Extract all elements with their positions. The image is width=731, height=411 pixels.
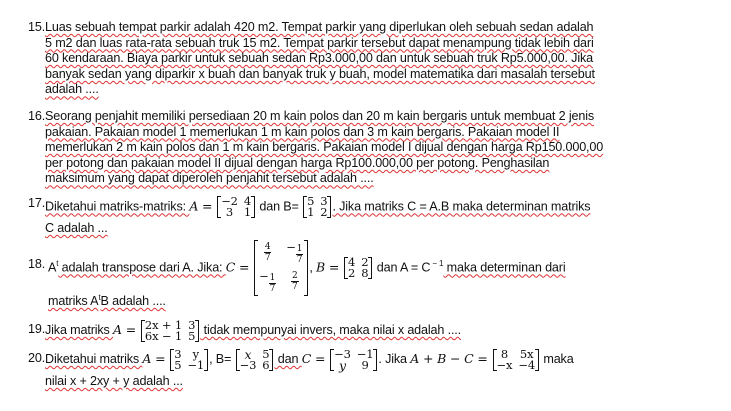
question-text-line: banyak sedan yang diparkir x buah dan banyak truk y buah, model matematika dari masalah tersebut [45, 66, 595, 81]
matrix-cell: −3 [239, 357, 257, 372]
fraction-signed [286, 242, 303, 265]
matrix-cell: 2 [320, 205, 328, 219]
fraction [259, 242, 276, 265]
question-text-line: nilai x + 2xy + y adalah ... [45, 374, 183, 388]
matrix-cell: 3 [188, 317, 196, 332]
question-text-line: pakaian. Pakaian model 1 memerlukan 1 m kain polos dan 3 m kain bergaris. Pakaian model II [45, 124, 560, 139]
question-text: dan [274, 352, 302, 366]
math-var: C [301, 351, 312, 366]
question-text-line [45, 345, 724, 372]
question-text: dan A = C [373, 260, 431, 275]
numerator: 1 [296, 244, 303, 254]
matrix-cell: 6x − 1 [144, 328, 183, 343]
numerator: 2 [291, 271, 298, 281]
fraction [269, 273, 277, 294]
question-text: . Jika matriks C = A.B maka determinan matriks [332, 199, 591, 214]
superscript: t [56, 259, 59, 269]
matrix-cell: −4 [518, 357, 536, 372]
question-number: 15. [28, 20, 46, 34]
fraction [296, 244, 304, 265]
matrix-cell: 5 [307, 194, 315, 208]
question-number: 17. [28, 196, 46, 210]
matrix-cell: 2 [361, 255, 369, 269]
matrix-cell: y [192, 346, 199, 361]
denominator: 7 [296, 255, 303, 265]
matrix-a [141, 317, 199, 343]
question-text: dan B= [256, 199, 303, 214]
question-18 [28, 240, 724, 310]
question-text-line: 5 m2 dan luas rata-rata sebuah truk 15 m2. Tempat parkir tersebut dapat menampung tidak lebih dari [45, 35, 594, 50]
matrix-cell: −1 [356, 346, 374, 361]
matrix-cell: 1 [243, 205, 252, 219]
math-op: = [325, 259, 344, 275]
matrix-cell: 2x + 1 [144, 317, 183, 332]
matrix-cell: 9 [361, 357, 369, 372]
question-text: , B= [209, 352, 235, 366]
matrix-cell: −3 [334, 346, 351, 361]
question-text-line [48, 240, 724, 294]
matrix-a [170, 346, 208, 372]
math-op: = [473, 351, 492, 366]
numerator: 4 [264, 242, 271, 252]
question-15 [28, 20, 724, 98]
question-text-line: 60 kendaraan. Biaya parkir untuk sebuah sedan Rp3.000,00 dan untuk sebuah truk Rp5.000,00. Jika [45, 51, 593, 66]
question-text: . Jika [378, 352, 411, 366]
matrix-cell: y [338, 357, 346, 373]
matrix-cell: 1 [307, 205, 315, 219]
matrix-b [303, 196, 331, 218]
matrix-result [493, 346, 539, 372]
matrix-cell: 5 [174, 357, 182, 372]
matrix-cell: 3 [174, 346, 182, 361]
matrix-a [217, 196, 255, 218]
denominator: 7 [269, 284, 276, 294]
matrix-cell: 6 [262, 357, 270, 372]
question-text-line: Luas sebuah tempat parkir adalah 420 m2. Tempat parkir yang diperlukan oleh sebuah sedan adalah [45, 20, 594, 34]
matrix-cell: −1 [187, 357, 205, 372]
fraction [286, 271, 303, 294]
question-text-line: adalah .... [45, 82, 99, 97]
superscript: − 1 [430, 259, 444, 269]
question-text: maka [540, 352, 574, 366]
matrix-cell: 5x [519, 346, 534, 361]
question-number: 19. [28, 322, 46, 336]
math-op: = [198, 198, 217, 214]
question-text-line: Seorang penjahit memiliki persediaan 20 m kain polos dan 20 m kain bergaris untuk membuat 2 jenis [45, 109, 594, 123]
math-var: B [316, 259, 326, 275]
matrix-b [236, 346, 274, 372]
question-text: matriks A [48, 294, 99, 309]
matrix-cell: 8 [361, 266, 369, 280]
question-text: adalah transpose dari A. Jika: [58, 260, 226, 275]
math-var: A [113, 322, 122, 337]
question-20 [28, 345, 724, 390]
question-text: Jika matriks [45, 323, 114, 337]
question-number: 16. [28, 109, 46, 123]
matrix-cell: 3 [320, 194, 328, 208]
matrix-cell: 4 [243, 194, 252, 208]
matrix-cell: 5 [262, 346, 270, 361]
math-op: = [151, 351, 170, 366]
math-op: = [311, 351, 330, 366]
question-text-line: memerlukan 2 m kain polos dan 1 m kain bergaris. Pakaian model I dijual dengan harga Rp150.000,00 [45, 140, 604, 155]
fraction-signed [259, 271, 276, 294]
matrix-cell: 4 [348, 255, 356, 269]
question-number: 20. [28, 351, 46, 365]
superscript: t [98, 293, 101, 302]
question-text-line: per potong dan pakaian model II dijual dengan harga Rp100.000,00 per potong. Penghasilan [45, 155, 550, 170]
math-op: = [121, 322, 140, 337]
math-op: = [235, 259, 254, 275]
question-text: B adalah .... [100, 294, 166, 309]
matrix-cell: 3 [225, 205, 234, 219]
question-17 [28, 196, 724, 237]
question-19 [28, 316, 724, 343]
minus-sign: − [259, 269, 269, 283]
question-text: maka determinan dari [443, 260, 566, 275]
question-text-line: maksimum yang dapat diperoleh penjahit tersebut adalah .... [45, 171, 374, 186]
question-text: Diketahui matriks [45, 352, 143, 366]
matrix-cell: 8 [500, 346, 509, 361]
question-text: A [48, 260, 57, 275]
denominator: 7 [264, 253, 271, 263]
math-var: C [225, 259, 236, 275]
numerator: 1 [269, 273, 276, 283]
math-var: A [189, 198, 199, 214]
matrix-cell: −x [496, 357, 513, 372]
question-text: Diketahui matriks-matriks: [45, 199, 190, 214]
question-16 [28, 109, 724, 187]
punctuation: , [309, 260, 317, 275]
question-number: 18. [28, 257, 46, 271]
matrix-cell: 2 [348, 266, 356, 280]
matrix-c [254, 240, 308, 296]
math-var: A [142, 351, 152, 366]
question-text: tidak mempunyai invers, maka nilai x adalah .... [200, 323, 461, 337]
matrix-b [344, 257, 372, 279]
question-text-line [45, 316, 724, 343]
matrix-cell: 5 [188, 328, 196, 343]
minus-sign: − [286, 240, 296, 254]
matrix-c [330, 346, 377, 373]
denominator: 7 [291, 282, 298, 292]
math-expression: A + B − C [410, 351, 474, 366]
question-text-line [45, 196, 724, 218]
question-text-line: C adalah ... [45, 221, 108, 235]
matrix-cell: −2 [221, 194, 238, 208]
question-text-line [48, 290, 724, 310]
matrix-cell: x [244, 346, 252, 362]
